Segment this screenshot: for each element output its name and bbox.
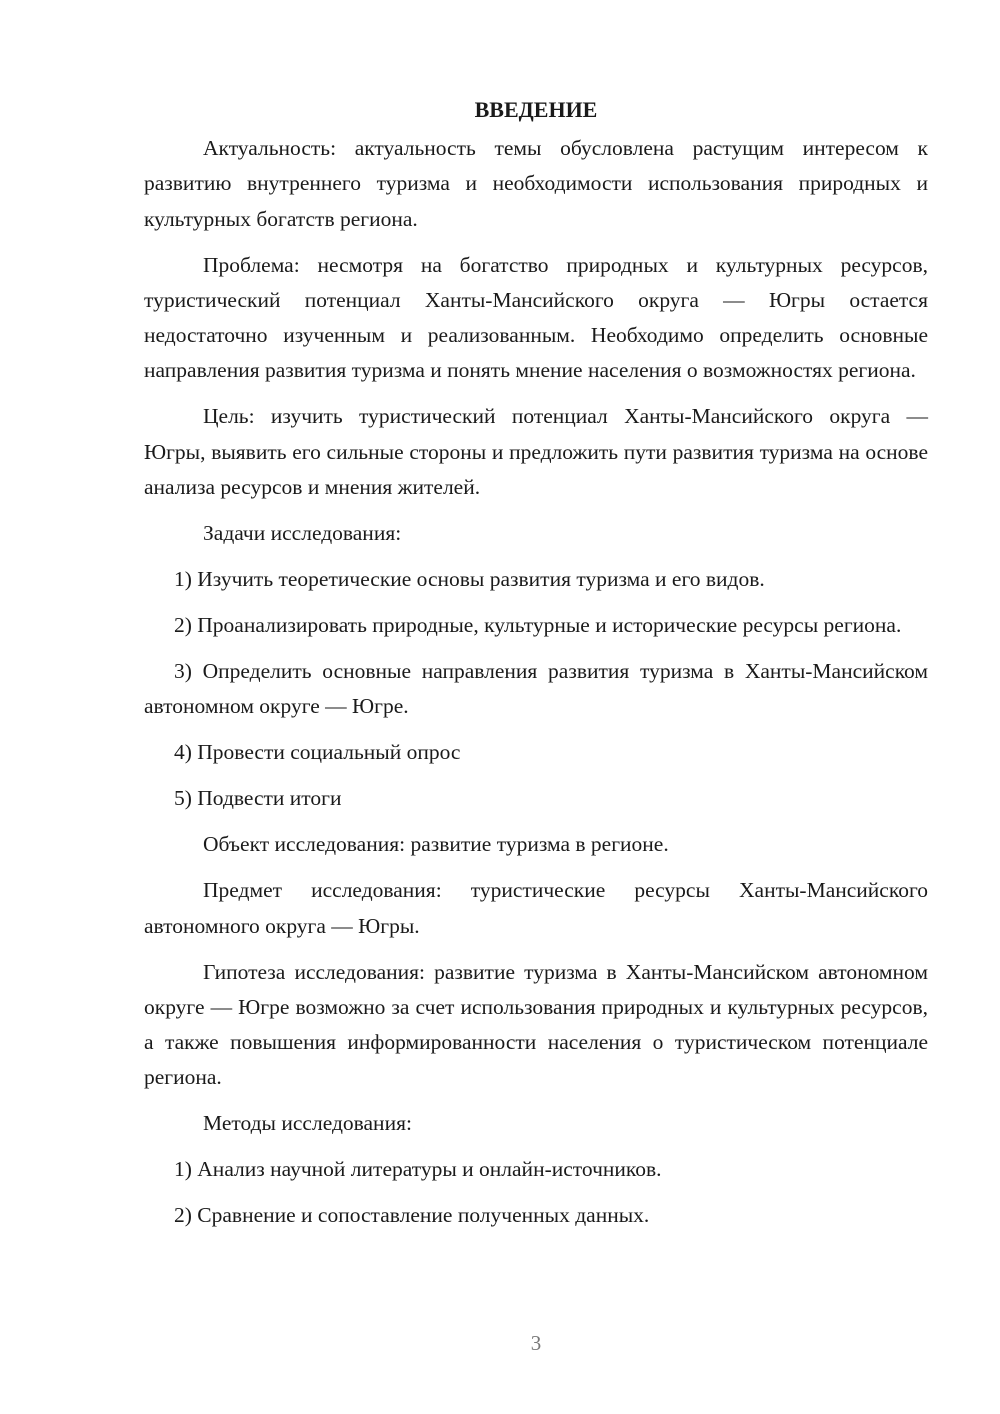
- task-item-4: 4) Провести социальный опрос: [174, 740, 461, 765]
- goal-paragraph: Цель: изучить туристический потенциал Ханты-Мансийского округа — Югры, выявить его сильные стороны и предложить пути развития туризма на основе анализа ресурсов и мнения жителей.: [144, 404, 928, 500]
- hypothesis-paragraph: Гипотеза исследования: развитие туризма в Ханты-Мансийском автономном округе — Югре возможно за счет использования природных и культурных ресурсов, а также повышения информированности населения о туристическом потенциале региона.: [144, 959, 928, 1090]
- method-item-2: 2) Сравнение и сопоставление полученных данных.: [174, 1203, 650, 1228]
- task-item-2: 2) Проанализировать природные, культурные и исторические ресурсы региона.: [174, 613, 902, 637]
- task-item-3: 3) Определить основные направления развития туризма в Ханты-Мансийском автономном округе — Югре.: [144, 658, 928, 719]
- page-number: 3: [530, 1331, 542, 1355]
- section-title: ВВЕДЕНИЕ: [474, 97, 598, 122]
- task-item-5: 5) Подвести итоги: [174, 786, 342, 811]
- tasks-heading: Задачи исследования:: [203, 521, 402, 546]
- document-page: [144, 92, 928, 1244]
- task-item-1: 1) Изучить теоретические основы развития туризма и его видов.: [174, 567, 765, 592]
- methods-heading: Методы исследования:: [203, 1111, 412, 1136]
- object-paragraph: Объект исследования: развитие туризма в регионе.: [203, 832, 669, 857]
- relevance-paragraph: Актуальность: актуальность темы обусловлена растущим интересом к развитию внутреннего туризма и необходимости использования природных и культурных богатств региона.: [144, 136, 928, 231]
- subject-paragraph: Предмет исследования: туристические ресурсы Ханты-Мансийского автономного округа — Югры.: [144, 878, 928, 938]
- problem-paragraph: Проблема: несмотря на богатство природных и культурных ресурсов, туристический потенциал Ханты-Мансийского округа — Югры остается недостаточно изученным и реализованным. Необходимо определить основные направления развития туризма и понять мнение населения о возможностях региона.: [144, 252, 928, 383]
- method-item-1: 1) Анализ научной литературы и онлайн-источников.: [174, 1157, 662, 1182]
